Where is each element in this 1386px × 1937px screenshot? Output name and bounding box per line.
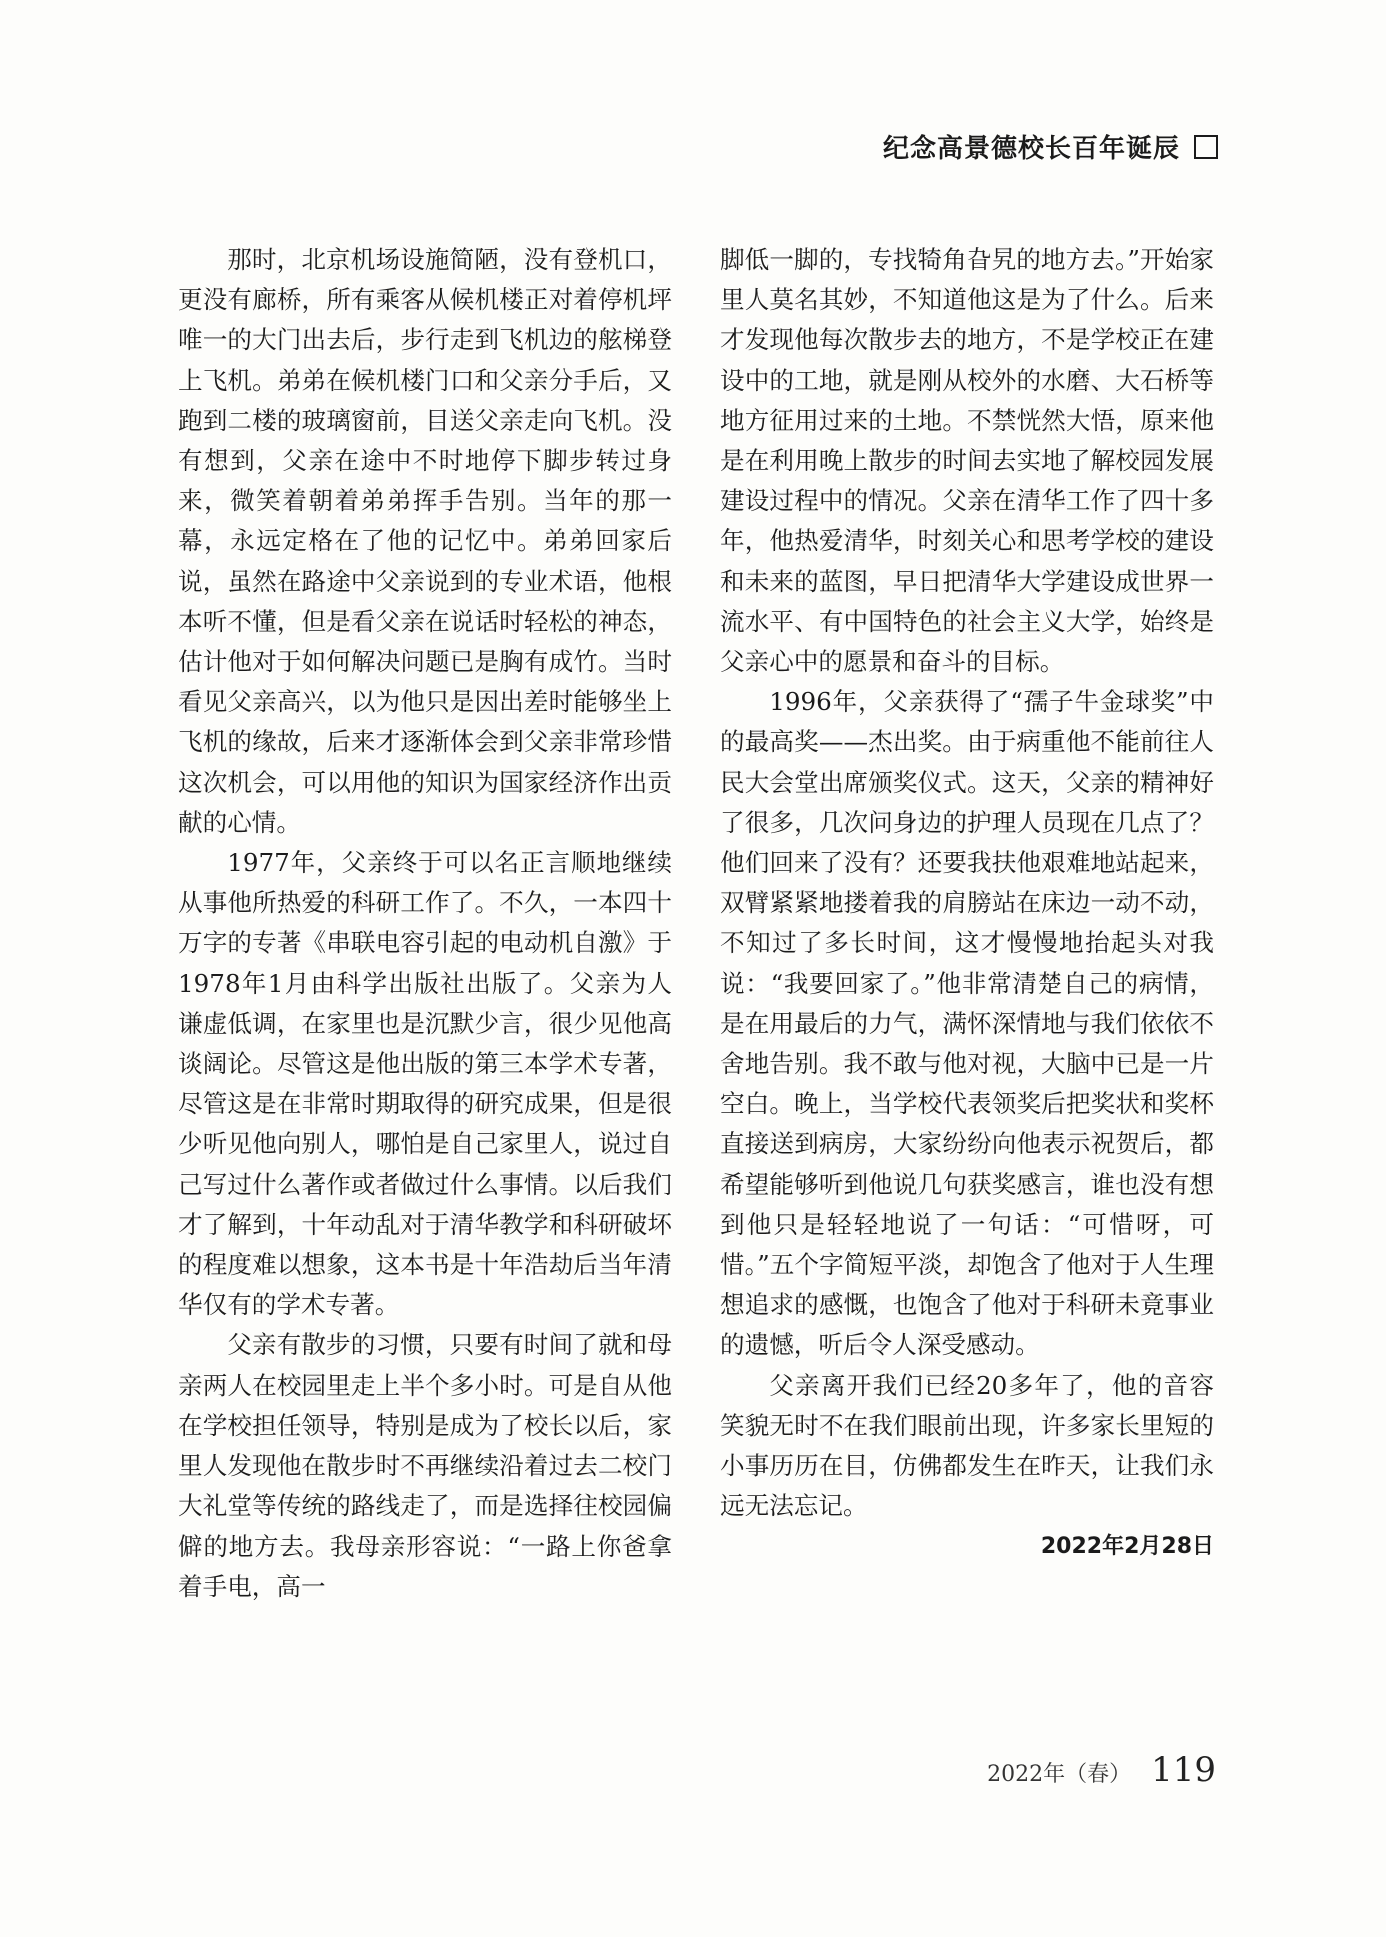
left-column (178, 240, 672, 1607)
paragraph: 1996年，父亲获得了“孺子牛金球奖”中的最高奖——杰出奖。由于病重他不能前往人民大会堂出席颁奖仪式。这天，父亲的精神好了很多，几次问身边的护理人员现在几点了？他们回来了没有？还要我扶他艰难地站起来，双臂紧紧地搂着我的肩膀站在床边一动不动，不知过了多长时间，这才慢慢地抬起头对我说：“我要回家了。”他非常清楚自己的病情，是在用最后的力气，满怀深情地与我们依依不舍地告别。我不敢与他对视，大脑中已是一片空白。晚上，当学校代表领奖后把奖状和奖杯直接送到病房，大家纷纷向他表示祝贺后，都希望能够听到他说几句获奖感言，谁也没有想到他只是轻轻地说了一句话：“可惜呀，可惜。”五个字简短平淡，却饱含了他对于人生理想追求的感慨，也饱含了他对于科研未竟事业的遗憾，听后令人深受感动。 (720, 687, 1214, 1360)
running-header (883, 128, 1218, 165)
square-box-icon (1194, 135, 1218, 159)
paragraph: 父亲离开我们已经20多年了，他的音容笑貌无时不在我们眼前出现，许多家长里短的小事历历在目，仿佛都发生在昨天，让我们永远无法忘记。 (720, 1370, 1214, 1521)
section-title: 纪念高景德校长百年诞辰 (882, 134, 1180, 164)
paragraph: 父亲有散步的习惯，只要有时间了就和母亲两人在校园里走上半个多小时。可是自从他在学校担任领导，特别是成为了校长以后，家里人发现他在散步时不再继续沿着过去二校门大礼堂等传统的路线走了，而是选择往校园偏僻的地方去。我母亲形容说：“一路上你爸拿着手电，高一 (178, 1330, 672, 1601)
right-column (720, 240, 1214, 1567)
paragraph: 1977年，父亲终于可以名正言顺地继续从事他所热爱的科研工作了。不久，一本四十万字的专著《串联电容引起的电动机自激》于1978年1月由科学出版社出版了。父亲为人谦虚低调，在家里也是沉默少言，很少见他高谈阔论。尽管这是他出版的第三本学术专著，尽管这是在非常时期取得的研究成果，但是很少听见他向别人，哪怕是自己家里人，说过自己写过什么著作或者做过什么事情。以后我们才了解到，十年动乱对于清华教学和科研破坏的程度难以想象，这本书是十年浩劫后当年清华仅有的学术专著。 (178, 848, 672, 1320)
page-footer (987, 1750, 1216, 1790)
issue-label: 2022年（春） (987, 1762, 1132, 1787)
paragraph: 那时，北京机场设施简陋，没有登机口，更没有廊桥，所有乘客从候机楼正对着停机坪唯一的大门出去后，步行走到飞机边的舷梯登上飞机。弟弟在候机楼门口和父亲分手后，又跑到二楼的玻璃窗前，目送父亲走向飞机。没有想到，父亲在途中不时地停下脚步转过身来，微笑着朝着弟弟挥手告别。当年的那一幕，永远定格在了他的记忆中。弟弟回家后说，虽然在路途中父亲说到的专业术语，他根本听不懂，但是看父亲在说话时轻松的神态，估计他对于如何解决问题已是胸有成竹。当时看见父亲高兴，以为他只是因出差时能够坐上飞机的缘故，后来才逐渐体会到父亲非常珍惜这次机会，可以用他的知识为国家经济作出贡献的心情。 (178, 245, 672, 837)
page-number: 119 (1151, 1750, 1216, 1790)
paragraph-continuation: 脚低一脚的，专找犄角旮旯的地方去。”开始家里人莫名其妙，不知道他这是为了什么。后来才发现他每次散步去的地方，不是学校正在建设中的工地，就是刚从校外的水磨、大石桥等地方征用过来的土地。不禁恍然大悟，原来他是在利用晚上散步的时间去实地了解校园发展建设过程中的情况。父亲在清华工作了四十多年，他热爱清华，时刻关心和思考学校的建设和未来的蓝图，早日把清华大学建设成世界一流水平、有中国特色的社会主义大学，始终是父亲心中的愿景和奋斗的目标。 (720, 245, 1214, 677)
article-date: 2022年2月28日 (1040, 1533, 1214, 1559)
